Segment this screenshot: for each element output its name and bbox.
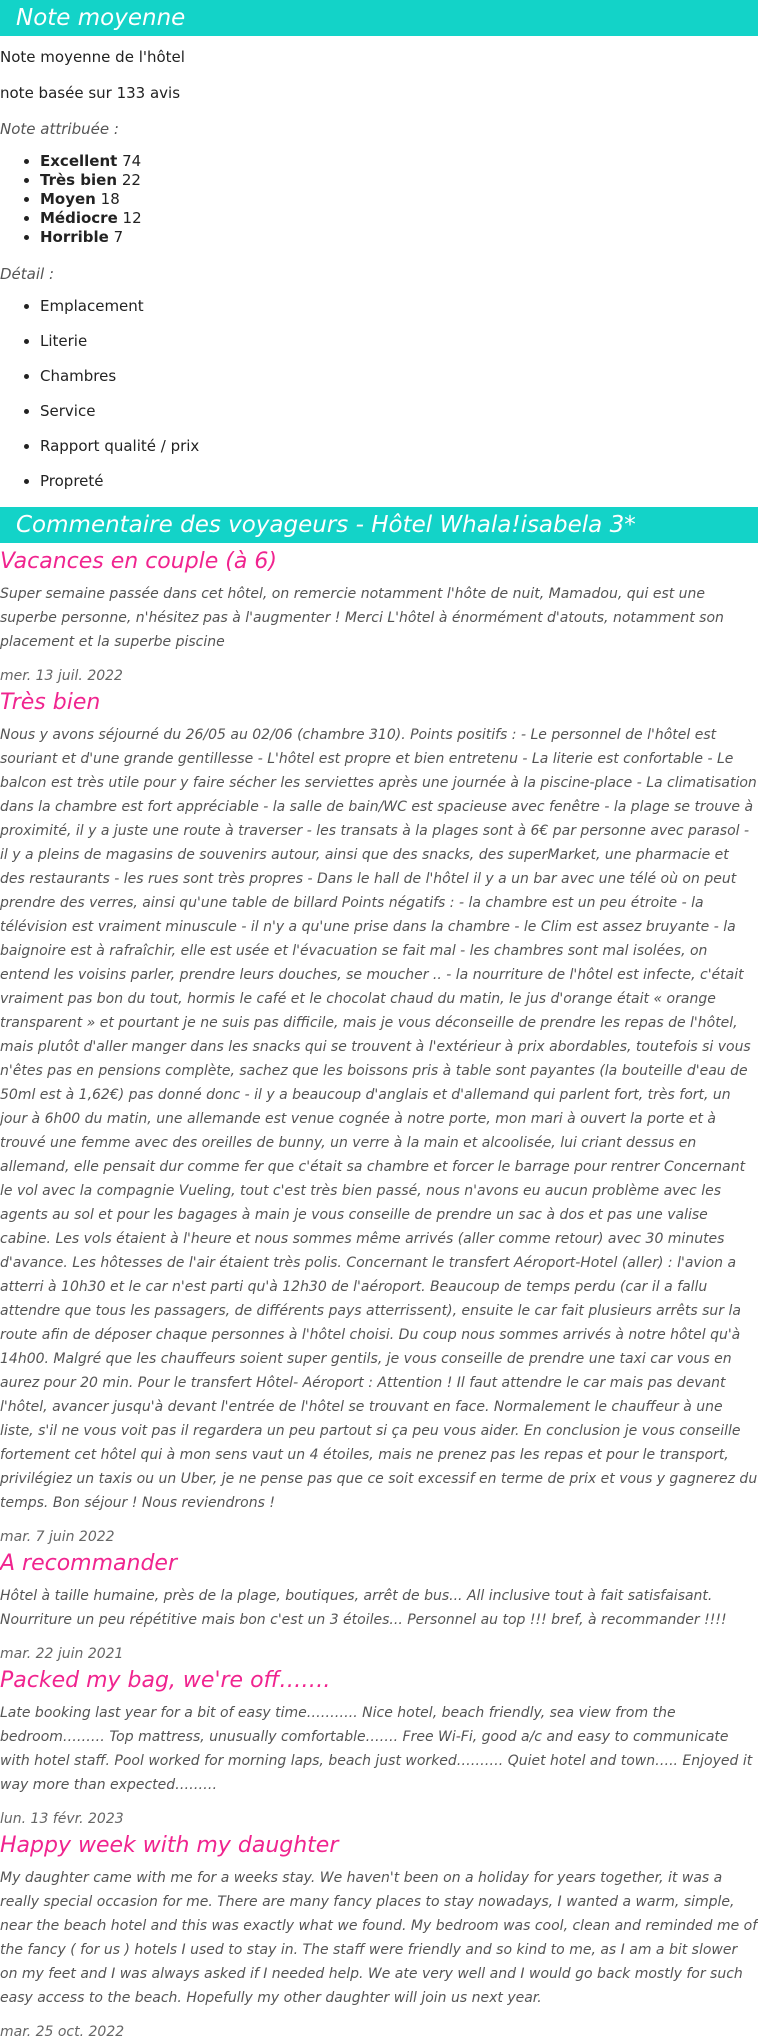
attributed-label: Note attribuée : <box>0 120 119 138</box>
review <box>0 549 758 684</box>
stat-label: Très bien <box>40 171 118 189</box>
review <box>0 1833 758 2040</box>
detail-label: Détail : <box>0 265 55 283</box>
review <box>0 1668 758 1827</box>
review-title: A recommander <box>0 1551 178 1576</box>
stat-excellent <box>40 152 758 171</box>
review-date: mar. 7 juin 2022 <box>0 1529 115 1545</box>
stat-mediocre <box>40 209 758 228</box>
stat-moyen <box>40 190 758 209</box>
review-body: Hôtel à taille humaine, près de la plage, boutiques, arrêt de bus... All inclusive tout à fait satisfaisant. Nourriture un peu répétitive mais bon c'est un 3 étoiles... Personnel au top !!! bref, à recommander !!!! <box>0 1588 727 1628</box>
comments-heading: Commentaire des voyageurs - Hôtel Whala!isabela 3* <box>0 507 758 543</box>
rating-heading: Note moyenne <box>0 0 758 36</box>
review <box>0 690 758 1545</box>
review-body: My daughter came with me for a weeks stay. We haven't been on a holiday for years together, it was a really special occasion for me. There are many fancy places to stay nowadays, I wanted a warm, simple, near the beach hotel and this was exactly what we found. My bedroom was cool, clean and reminded me of the fancy ( for us ) hotels I used to stay in. The staff were friendly and so kind to me, as I am a bit slower on my feet and I was always asked if I needed help. We ate very well and I would go back mostly for such easy access to the beach. Hopefully my other daughter will join us next year. <box>0 1870 758 2006</box>
review-body: Late booking last year for a bit of easy time……….. Nice hotel, beach friendly, sea view from the bedroom……… Top mattress, unusually comfortable……. Free Wi-Fi, good a/c and easy to communicate with hotel staff. Pool worked for morning laps, beach just worked………. Quiet hotel and town….. Enjoyed it way more than expected……… <box>0 1705 753 1793</box>
detail-item-proprete: • Propreté <box>40 472 758 491</box>
stat-value: 22 <box>121 171 141 189</box>
detail-item-rapport-qualite-prix: • Rapport qualité / prix <box>40 437 758 456</box>
detail-item-chambres: • Chambres <box>40 367 758 386</box>
review-title: Vacances en couple (à 6) <box>0 549 277 574</box>
stat-value: 7 <box>113 228 124 246</box>
review-body: Super semaine passée dans cet hôtel, on remercie notamment l'hôte de nuit, Mamadou, qui est une superbe personne, n'hésitez pas à l'augmenter ! Merci L'hôtel à énormément d'atouts, notamment son placement et la superbe piscine <box>0 586 724 650</box>
stat-label: Horrible <box>40 228 109 246</box>
stat-tres-bien <box>40 171 758 190</box>
review-date: lun. 13 févr. 2023 <box>0 1811 124 1827</box>
stat-horrible <box>40 228 758 247</box>
review <box>0 1551 758 1662</box>
detail-item-literie: • Literie <box>40 332 758 351</box>
review-body: Nous y avons séjourné du 26/05 au 02/06 (chambre 310). Points positifs : - Le personnel de l'hôtel est souriant et d'une grande gentillesse - L'hôtel est propre et bien entretenu - La literie est confortable - Le balcon est très utile pour y faire sécher les serviettes après une journée à la piscine-place - La climatisation dans la chambre est fort appréciable - la salle de bain/WC est spacieuse avec fenêtre - la plage se trouve à proximité, il y a juste une route à traverser - les transats à la plages sont à 6€ par personne avec parasol - il y a pleins de magasins de souvenirs autour, ainsi que des snacks, des superMarket, une pharmacie et des restaurants - les rues sont très propres - Dans le hall de l'hôtel il y a un bar avec une télé où on peut prendre des verres, ainsi qu'une table de billard Points négatifs : - la chambre est un peu étroite - la télévision est vraiment minuscule - il n'y a qu'une prise dans la chambre - le Clim est assez bruyante - la baignoire est à rafraîchir, elle est usée et l'évacuation se fait mal - les chambres sont mal isolées, on entend les voisins parler, prendre leurs douches, se moucher .. - la nourriture de l'hôtel est infecte, c'était vraiment pas bon du tout, hormis le café et le chocolat chaud du matin, le jus d'orange était « orange transparent » et pourtant je ne suis pas difficile, mais je vous déconseille de prendre les repas de l'hôtel, mais plutôt d'aller manger dans les snacks qui se trouvent à l'extérieur à prix abordables, toutefois si vous n'êtes pas en pensions complète, sachez que les boissons pris à table sont payantes (la bouteille d'eau de 50ml est à 1,62€) pas donné donc - il y a beaucoup d'anglais et d'allemand qui parlent fort, très fort, un jour à 6h00 du matin, une allemande est venue cognée à notre porte, mon mari à ouvert la porte et à trouvé une femme avec des oreilles de bunny, un verre à la main et alcoolisée, lui criant dessus en allemand, elle pensait dur comme fer que c'était sa chambre et forcer le barrage pour rentrer Concernant le vol avec la compagnie Vueling, tout c'est très bien passé, nous n'avons eu aucun problème avec les agents au sol et pour les bagages à main je vous conseille de prendre un sac à dos et pas une valise cabine. Les vols étaient à l'heure et nous sommes même arrivés (aller comme retour) avec 30 minutes d'avance. Les hôtesses de l'air étaient très polis. Concernant le transfert Aéroport-Hotel (aller) : l'avion a atterri à 10h30 et le car n'est parti qu'à 12h30 de l'aéroport. Beaucoup de temps perdu (car il a fallu attendre que tous les passagers, de différents pays atterrissent), ensuite le car fait plusieurs arrêts sur la route afin de déposer chaque personnes à l'hôtel choisi. Du coup nous sommes arrivés à notre hôtel qu'à 14h00. Malgré que les chauffeurs soient super gentils, je vous conseille de prendre une taxi car vous en aurez pour 20 min. Pour le transfert Hôtel- Aéroport : Attention ! Il faut attendre le car mais pas devant l'hôtel, avancer jusqu'à devant l'entrée de l'hôtel se trouvant en face. Normalement le chauffeur à une liste, s'il ne vous voit pas il regardera un peu partout si ça peu vous aider. En conclusion je vous conseille fortement cet hôtel qui à mon sens vaut un 4 étoiles, mais ne prenez pas les repas et pour le transport, privilégiez un taxis ou un Uber, je ne pense pas que ce soit excessif en terme de prix et vous y gagnerez du temps. Bon séjour ! Nous reviendrons ! <box>0 727 758 1511</box>
detail-list <box>0 297 758 491</box>
review-date: mer. 13 juil. 2022 <box>0 668 123 684</box>
review-date: mar. 22 juin 2021 <box>0 1646 124 1662</box>
stat-label: Médiocre <box>40 209 118 227</box>
review-title: Très bien <box>0 690 101 715</box>
detail-item-service: • Service <box>40 402 758 421</box>
stat-value: 74 <box>122 152 142 170</box>
stat-value: 12 <box>122 209 142 227</box>
review-date: mar. 25 oct. 2022 <box>0 2024 125 2040</box>
detail-item-emplacement: • Emplacement <box>40 297 758 316</box>
hotel-rating-label: Note moyenne de l'hôtel <box>0 48 185 66</box>
stat-value: 18 <box>100 190 120 208</box>
review-title: Happy week with my daughter <box>0 1833 339 1858</box>
stat-label: Excellent <box>40 152 118 170</box>
rating-section <box>0 0 758 491</box>
rating-stats-list <box>0 152 758 247</box>
stat-label: Moyen <box>40 190 96 208</box>
comments-section <box>0 507 758 2040</box>
review-count: note basée sur 133 avis <box>0 84 181 102</box>
review-title: Packed my bag, we're off……. <box>0 1668 331 1693</box>
